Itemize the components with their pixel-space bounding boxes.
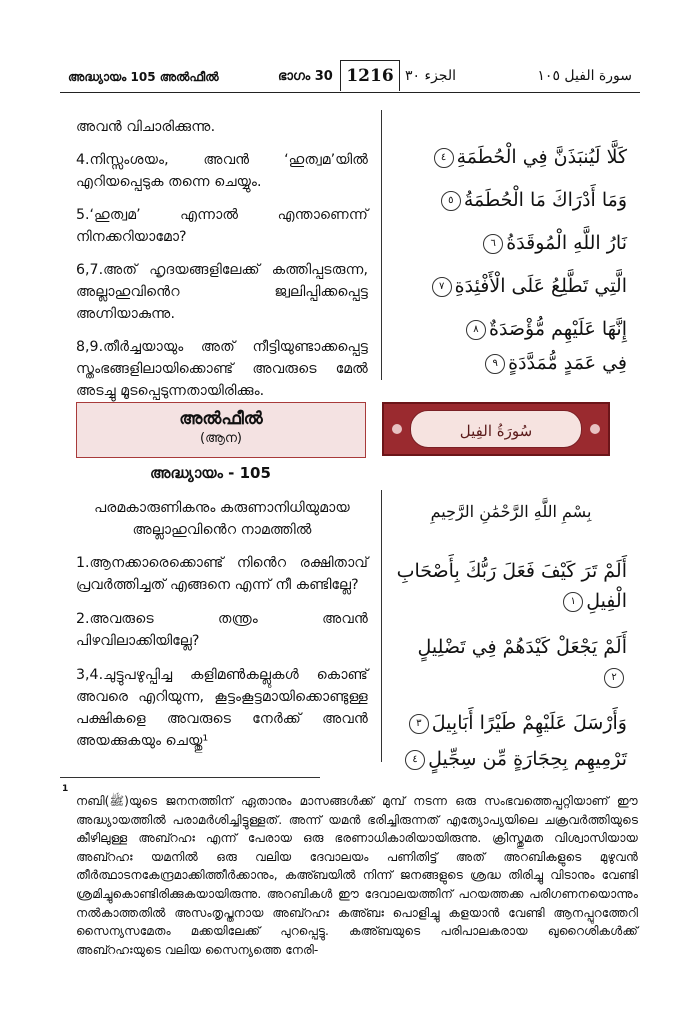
- ornament-rosette: [392, 424, 402, 434]
- translation-paragraph: 5.‘ഹുത്വമ’ എന്നാൽ എന്താണെന്ന് നിനക്കറിയാമോ?: [76, 207, 368, 245]
- translation-paragraph: അവൻ വിചാരിക്കുന്നു.: [76, 119, 216, 135]
- verse-number: ٨: [466, 320, 486, 340]
- surah-ornament: [382, 402, 610, 456]
- arabic-verse: نَارُ اللَّهِ الْمُوقَدَةُ٦: [395, 228, 627, 258]
- basmala-arabic: بِسْمِ اللَّهِ الرَّحْمَٰنِ الرَّحِيمِ: [430, 502, 592, 521]
- arabic-verse: أَلَمْ تَرَ كَيْفَ فَعَلَ رَبُّكَ بِأَصْحَابِ الْفِيلِ١: [396, 560, 627, 612]
- header-surah-arabic: سورة الفيل ١٠٥: [537, 68, 632, 84]
- translation-paragraph: 6,7.അത് ഹൃദയങ്ങളിലേക്ക് കത്തിപ്പടരുന്ന, അല്ലാഹുവിൻെറ ജ്വലിപ്പിക്കപ്പെട്ട അഗ്നിയാകുന്നു.: [76, 262, 368, 322]
- ornament-arabic-title: سُورَةُ الفِيل: [410, 410, 582, 448]
- ornament-rosette: [590, 424, 600, 434]
- arabic-verse: الَّتِي تَطَّلِعُ عَلَى الْأَفْئِدَةِ٧: [395, 271, 627, 301]
- arabic-verse: أَلَمْ يَجْعَلْ كَيْدَهُمْ فِي تَضْلِيلٍ٢: [395, 632, 627, 692]
- verse-number: ٩: [485, 354, 505, 374]
- verse-number: ٣: [409, 714, 429, 734]
- column-divider-top: [381, 110, 382, 380]
- translation-paragraph: 4.നിസ്സംശയം, അവൻ ‘ഹുത്വമ’യിൽ എറിയപ്പെടുക തന്നെ ചെയ്യും.: [76, 152, 368, 190]
- translation-paragraph: 2.അവരുടെ തന്ത്രം അവൻ പിഴവിലാക്കിയില്ലേ?: [76, 611, 368, 649]
- verse-number: ٢: [604, 668, 624, 688]
- translation-paragraph: 3,4.ചുട്ടുപഴുപ്പിച്ച കളിമൺകല്ലുകൾ കൊണ്ട് അവരെ എറിയുന്ന, കൂട്ടംകൂട്ടമായിക്കൊണ്ടുള്ള പക്ഷികളെ അവരുടെ നേർക്ക് അവൻ അയക്കുകയും ചെയ്തു¹: [76, 667, 368, 749]
- arabic-verse: وَأَرْسَلَ عَلَيْهِمْ طَيْرًا أَبَابِيلَ٣: [395, 708, 627, 738]
- page-number: 1216: [340, 60, 400, 91]
- header-part-label: ഭാഗം 30: [278, 69, 333, 84]
- verse-number: ٤: [405, 750, 425, 770]
- page-header: [60, 60, 640, 94]
- prev-arabic: [395, 142, 627, 378]
- header-juz-arabic: الجزء ٣٠: [405, 68, 456, 84]
- verse-number: ٧: [432, 277, 452, 297]
- verse-number: ٥: [441, 191, 461, 211]
- verse-number: ٤: [434, 148, 454, 168]
- surah-arabic: [395, 556, 627, 774]
- header-rule: [60, 92, 640, 93]
- surah-title: അൽഫീൽ: [179, 409, 263, 429]
- translation-paragraph: 8,9.തീർച്ചയായും അത് നീട്ടിയുണ്ടാക്കപ്പെട്ട സ്തംഭങ്ങളിലായിക്കൊണ്ട് അവരുടെ മേൽ അടച്ചു മൂടപ്പെടുന്നതായിരിക്കും.: [76, 339, 368, 399]
- verse-number: ٦: [483, 234, 503, 254]
- surah-translation: [76, 552, 368, 763]
- arabic-verse: وَمَا أَدْرَاكَ مَا الْحُطَمَةُ٥: [395, 185, 627, 215]
- verse-number: ١: [563, 592, 583, 612]
- header-chapter-label: അദ്ധ്യായം 105 അൽഫീൽ: [68, 70, 219, 84]
- footnote-rule: [60, 777, 320, 778]
- translation-paragraph: 1.ആനക്കാരെക്കൊണ്ട് നിൻെറ രക്ഷിതാവ് പ്രവർത്തിച്ചത് എങ്ങനെ എന്ന് നീ കണ്ടില്ലേ?: [76, 555, 368, 593]
- surah-subtitle: (ആന): [200, 431, 242, 446]
- surah-title-box: [76, 402, 366, 458]
- arabic-verse: إِنَّهَا عَلَيْهِم مُّؤْصَدَةٌ٨: [395, 314, 627, 344]
- arabic-verse: كَلَّا لَيُنبَذَنَّ فِي الْحُطَمَةِ٤: [395, 142, 627, 172]
- footnote-text: നബി(ﷺ)യുടെ ജനനത്തിന് ഏതാനും മാസങ്ങൾക്ക് മുമ്പ് നടന്ന ഒരു സംഭവത്തെപ്പറ്റിയാണ് ഈ അദ്ധ്യായത്തിൽ പരാമർശിച്ചിട്ടുള്ളത്. അന്ന് യമൻ ഭരിച്ചിരുന്നത് എത്യോപ്യയിലെ ചക്രവർത്തിയുടെ കീഴിലുള്ള അബ്റഹഃ എന്ന് പേരായ ഒരു ഭരണാധികാരിയായിരുന്നു. ക്രിസ്തുമത വിശ്വാസിയായ അബ്റഹഃ യമനിൽ ഒരു വലിയ ദേവാലയം പണിതിട്ട് അത് അറബികളുടെ മുഴുവൻ തീർത്ഥാടനകേന്ദ്രമാക്കിത്തീർക്കാനും, കഅ്ബയിൽ നിന്ന് ജനങ്ങളുടെ ശ്രദ്ധ തിരിച്ചു വിടാനും വേണ്ടി ശ്രമിച്ചുകൊണ്ടിരിക്കുകയായിരുന്നു. അറബികൾ ഈ ദേവാലയത്തിന് പറയത്തക്ക പരിഗണനയൊന്നും നൽകാത്തതിൽ അസംതൃപ്തനായ അബ്റഹഃ കഅ്ബഃ പൊളിച്ചു കളയാൻ വേണ്ടി ആനപ്പുറത്തേറി സൈന്യസമേതം മക്കയിലേക്ക് പുറപ്പെട്ടു. കഅ്ബയുടെ പരിപാലകരായ ഖുറൈശികൾക്ക് അബ്റഹഃയുടെ വലിയ സൈന്യത്തെ നേരി-: [76, 794, 638, 957]
- chapter-heading: അദ്ധ്യായം - 105: [150, 464, 271, 482]
- arabic-verse: تَرْمِيهِم بِحِجَارَةٍ مِّن سِجِّيلٍ٤: [395, 744, 627, 774]
- prev-translation: [76, 116, 368, 413]
- arabic-verse: فِي عَمَدٍ مُّمَدَّدَةٍ٩: [395, 348, 627, 378]
- column-divider-bottom: [381, 490, 382, 762]
- basmala-translation: പരമകാരുണികനും കരുണാനിധിയുമായ അല്ലാഹുവിൻെറ നാമത്തിൽ: [94, 500, 350, 538]
- footnote-mark: 1: [62, 784, 69, 794]
